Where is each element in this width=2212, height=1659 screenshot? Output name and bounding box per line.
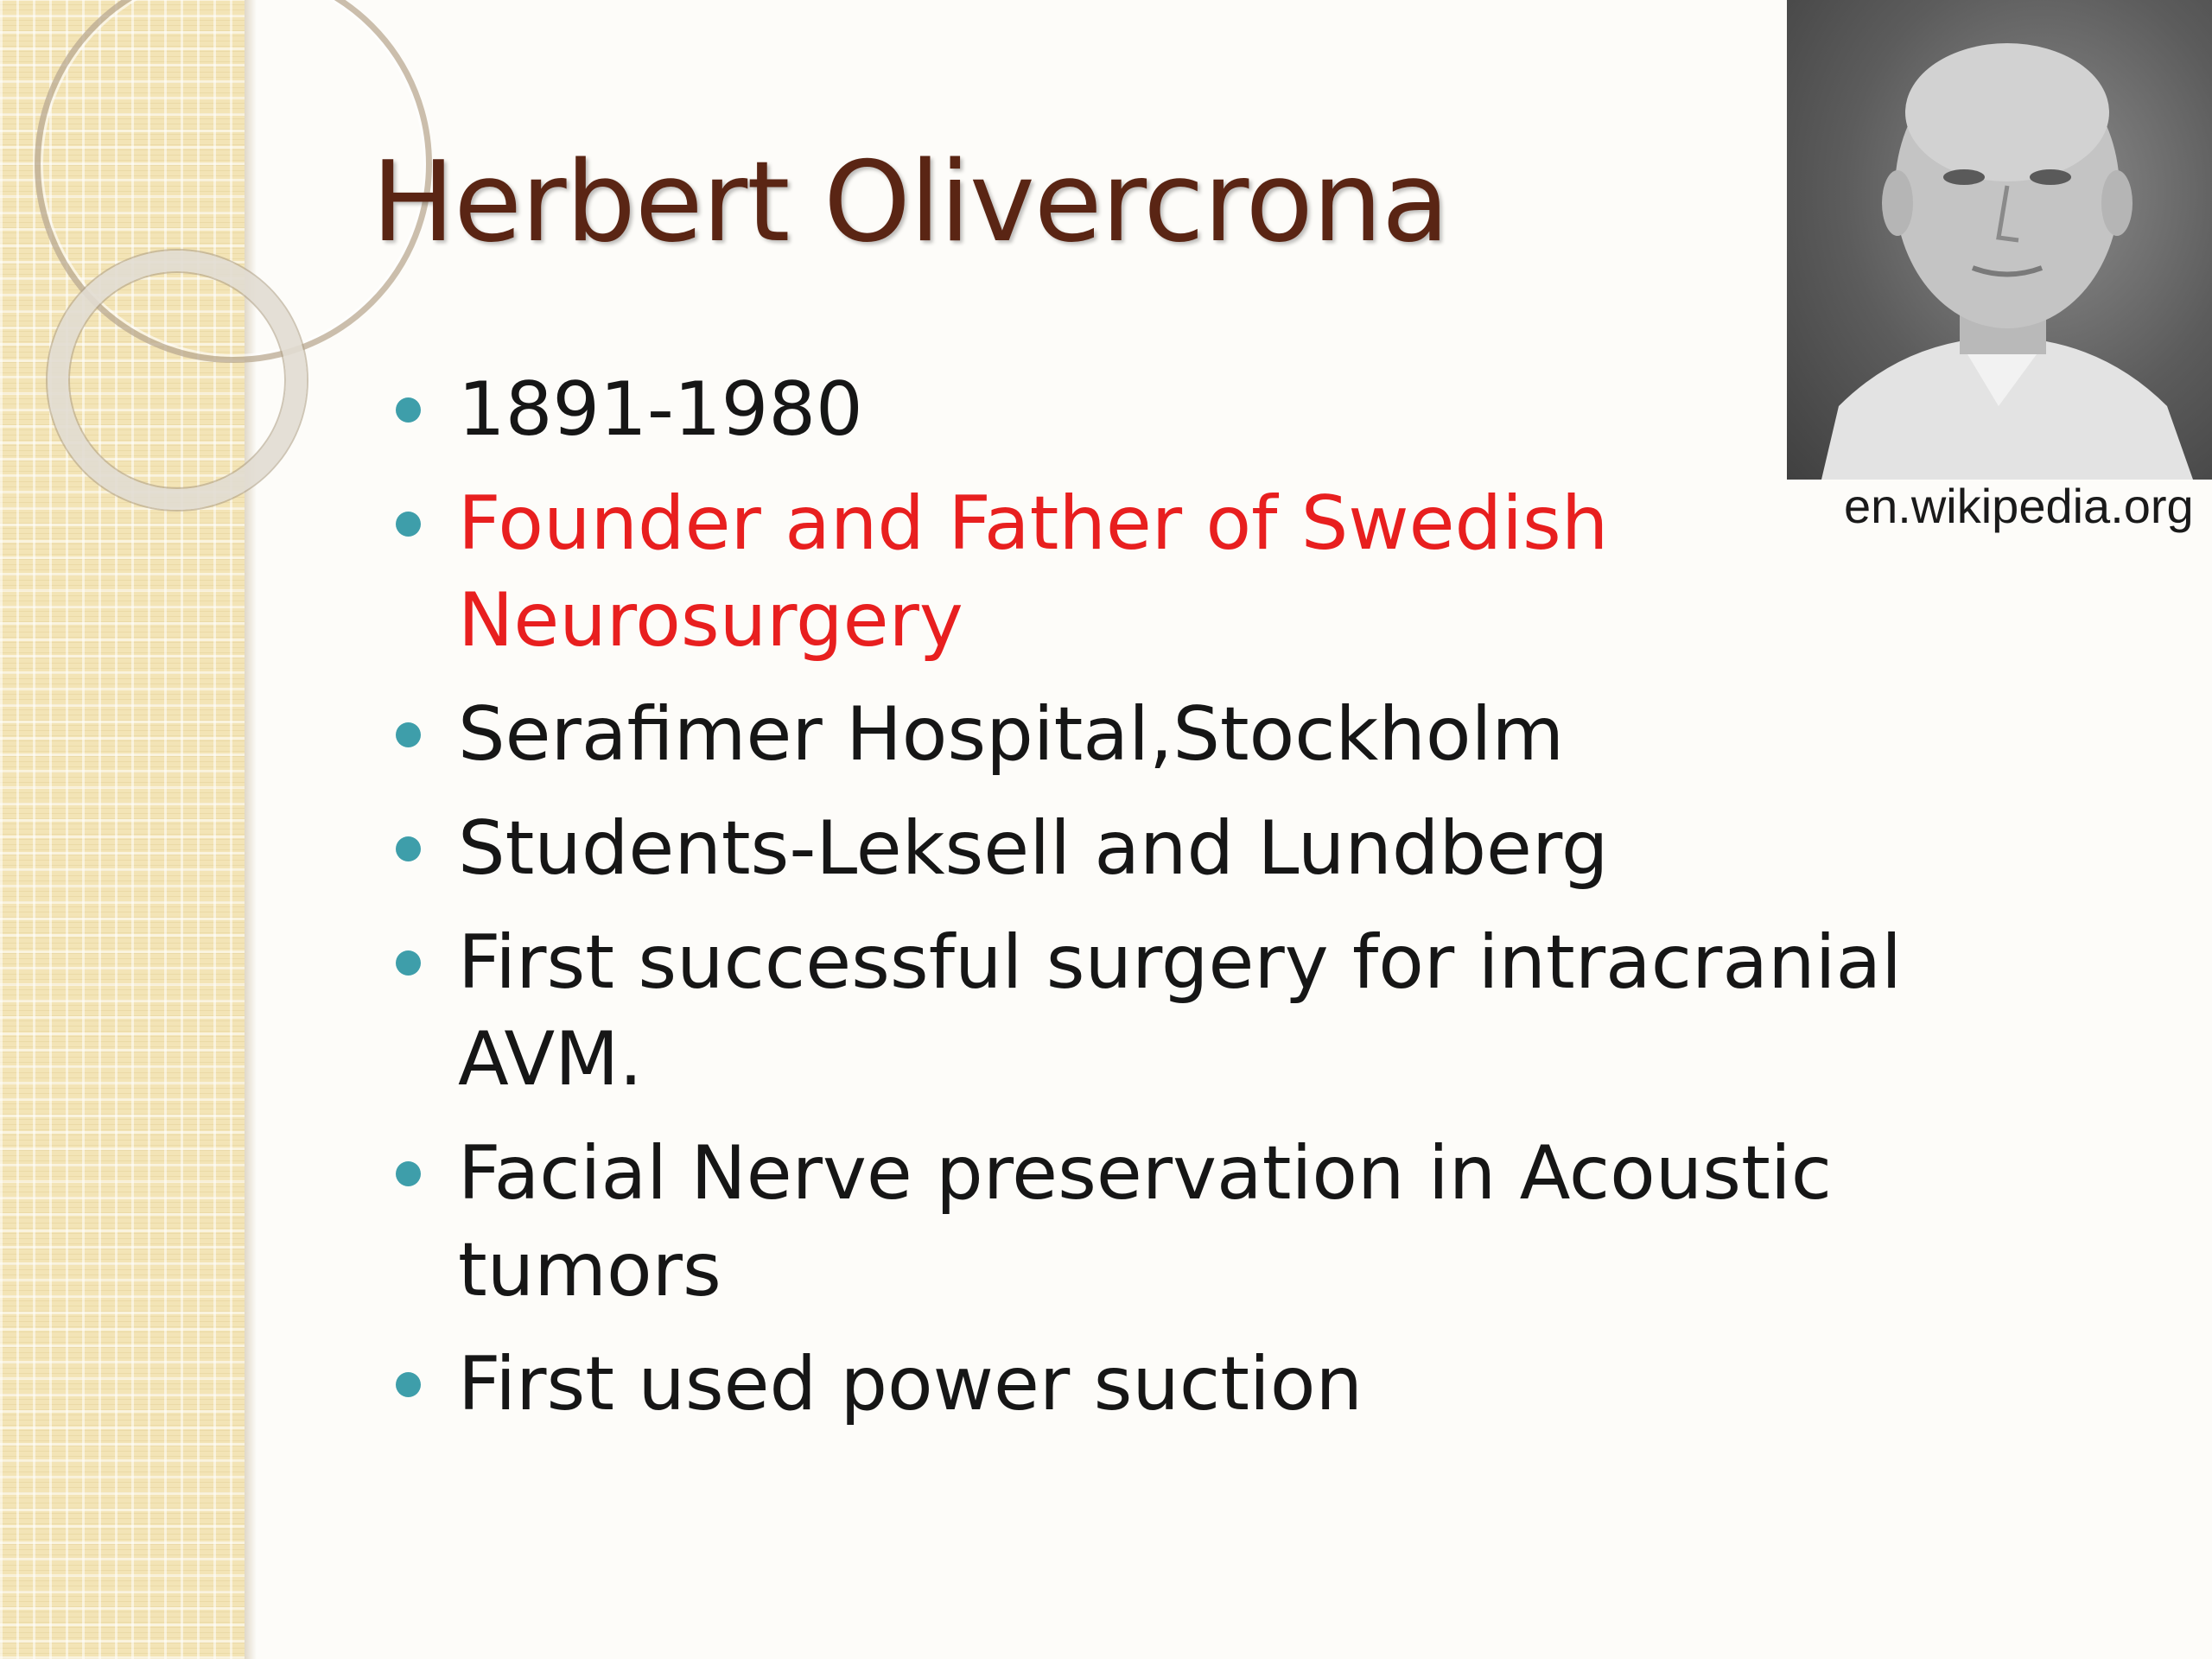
bullet-text: First successful surgery for intracranial AVM. xyxy=(458,919,1903,1103)
bullet-text: Facial Nerve preservation in Acoustic tumors xyxy=(458,1130,1832,1313)
bullet-dot-icon xyxy=(396,722,421,747)
bullet-dot-icon xyxy=(396,950,421,976)
bullet-dot-icon xyxy=(396,512,421,537)
bullet-item xyxy=(389,914,1970,1108)
bullet-item xyxy=(389,1336,1970,1433)
bullet-list xyxy=(389,361,1970,1450)
portrait-illustration xyxy=(1787,0,2212,480)
bullet-dot-icon xyxy=(396,1372,421,1397)
bullet-dot-icon xyxy=(396,836,421,861)
bullet-text: 1891-1980 xyxy=(458,366,863,453)
bullet-dot-icon xyxy=(396,1161,421,1186)
bullet-text: First used power suction xyxy=(458,1341,1363,1427)
bullet-text: Founder and Father of Swedish Neurosurgery xyxy=(458,480,1609,664)
bullet-item xyxy=(389,361,1970,458)
decorative-ring-small xyxy=(48,251,307,510)
bullet-text: Serafimer Hospital,Stockholm xyxy=(458,691,1565,778)
bullet-item xyxy=(389,686,1970,783)
bullet-text: Students-Leksell and Lundberg xyxy=(458,805,1609,892)
slide-title: Herbert Olivercrona xyxy=(372,138,1449,267)
bullet-item xyxy=(389,1125,1970,1319)
bullet-item xyxy=(389,800,1970,897)
photo-credit: en.wikipedia.org xyxy=(1844,479,2194,533)
bullet-dot-icon xyxy=(396,397,421,423)
portrait-photo xyxy=(1787,0,2212,480)
bullet-item-highlighted xyxy=(389,475,1970,669)
